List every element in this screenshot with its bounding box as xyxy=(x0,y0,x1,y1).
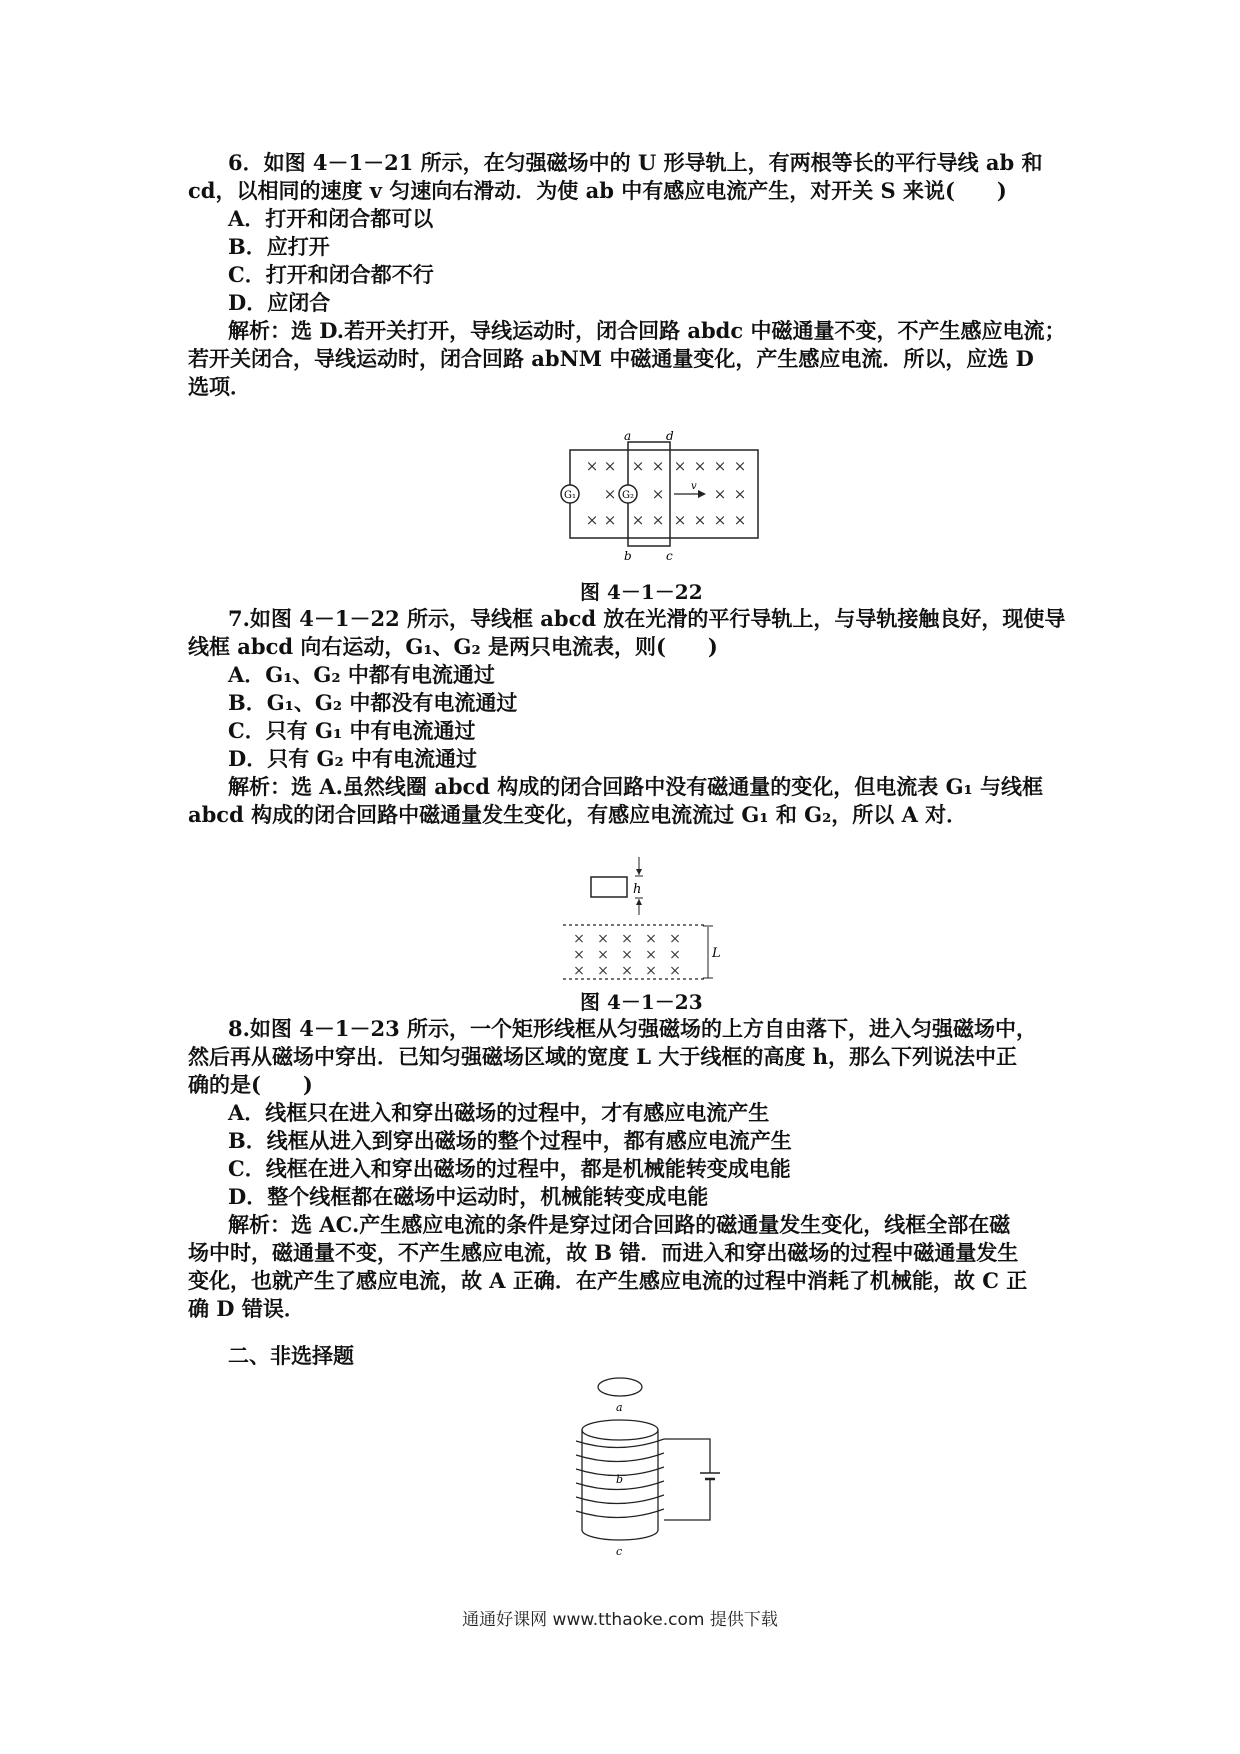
up-arrow-icon xyxy=(636,899,642,905)
svg-text:×: × xyxy=(585,457,599,475)
q8-analysis-2: 场中时，磁通量不变，不产生感应电流，故 B 错．而进入和穿出磁场的过程中磁通量发生 xyxy=(188,1240,1019,1265)
figure-4-1-22 xyxy=(550,430,790,570)
q8-analysis-4: 确 D 错误． xyxy=(188,1296,305,1321)
q8-analysis-3: 变化，也就产生了感应电流，故 A 正确．在产生感应电流的过程中消耗了机械能，故 C 正 xyxy=(188,1268,1028,1293)
q7-option-d: D．只有 G₂ 中有电流通过 xyxy=(228,746,477,771)
label-b: b xyxy=(616,1473,624,1486)
question-6 xyxy=(188,149,1068,401)
figure-caption-23: 图 4－1－23 xyxy=(580,990,703,1014)
svg-text:×: × xyxy=(621,947,633,963)
velocity-label: v xyxy=(691,481,697,492)
svg-text:×: × xyxy=(645,963,657,979)
q6-option-c: C．打开和闭合都不行 xyxy=(228,262,434,287)
label-b: b xyxy=(624,549,632,563)
svg-text:×: × xyxy=(573,947,585,963)
svg-text:×: × xyxy=(573,963,585,979)
arrowhead-icon xyxy=(698,490,706,498)
q6-line-1: 6．如图 4－1－21 所示，在匀强磁场中的 U 形导轨上，有两根等长的平行导线 ab 和 xyxy=(228,150,1043,175)
figure-4-1-23 xyxy=(555,855,735,990)
footer-watermark: 通通好课网 www.tthaoke.com 提供下载 xyxy=(462,1610,778,1630)
svg-text:×: × xyxy=(651,511,665,529)
svg-text:×: × xyxy=(597,931,609,947)
svg-text:×: × xyxy=(597,963,609,979)
svg-text:×: × xyxy=(631,457,645,475)
label-a: a xyxy=(616,1401,623,1414)
svg-text:×: × xyxy=(733,511,747,529)
g1-label: G₁ xyxy=(564,490,576,501)
q6-analysis-3: 选项． xyxy=(188,374,251,399)
svg-text:×: × xyxy=(713,485,727,503)
q8-option-a: A．线框只在进入和穿出磁场的过程中，才有感应电流产生 xyxy=(228,1100,770,1125)
q7-analysis-1: 解析：选 A.虽然线圈 abcd 构成的闭合回路中没有磁通量的变化，但电流表 G₁ 与线框 xyxy=(228,774,1044,799)
svg-text:×: × xyxy=(713,457,727,475)
label-c: c xyxy=(616,1545,623,1558)
q6-option-b: B．应打开 xyxy=(228,234,330,259)
svg-text:×: × xyxy=(669,931,681,947)
svg-text:×: × xyxy=(645,947,657,963)
q7-line-2: 线框 abcd 向右运动，G₁、G₂ 是两只电流表，则( ) xyxy=(188,634,718,659)
q7-option-c: C．只有 G₁ 中有电流通过 xyxy=(228,718,476,743)
label-d: d xyxy=(666,430,674,443)
label-L: L xyxy=(712,946,721,961)
svg-text:×: × xyxy=(651,457,665,475)
q6-analysis-2: 若开关闭合，导线运动时，闭合回路 abNM 中磁通量变化，产生感应电流．所以，应选 D xyxy=(188,346,1034,371)
question-8 xyxy=(188,1015,1068,1323)
svg-text:×: × xyxy=(621,931,633,947)
figure-caption-22: 图 4－1－22 xyxy=(580,580,703,604)
down-arrow-icon xyxy=(636,869,642,875)
svg-text:×: × xyxy=(603,511,617,529)
svg-text:×: × xyxy=(603,485,617,503)
label-h: h xyxy=(633,882,642,897)
q6-option-d: D．应闭合 xyxy=(228,290,331,315)
svg-text:×: × xyxy=(573,931,585,947)
svg-text:×: × xyxy=(603,457,617,475)
magnetic-field-crosses xyxy=(586,457,747,529)
svg-text:×: × xyxy=(673,511,687,529)
q8-line-1: 8.如图 4－1－23 所示，一个矩形线框从匀强磁场的上方自由落下，进入匀强磁场中， xyxy=(228,1016,1037,1041)
q7-option-b: B．G₁、G₂ 中都没有电流通过 xyxy=(228,690,518,715)
svg-text:×: × xyxy=(585,511,599,529)
label-c: c xyxy=(666,549,673,563)
g2-label: G₂ xyxy=(622,490,634,501)
svg-text:×: × xyxy=(645,931,657,947)
label-a: a xyxy=(624,430,632,443)
svg-text:×: × xyxy=(651,485,665,503)
svg-text:×: × xyxy=(631,511,645,529)
q6-line-2: cd，以相同的速度 v 匀速向右滑动．为使 ab 中有感应电流产生，对开关 S 来说( ) xyxy=(188,178,1007,203)
q8-option-b: B．线框从进入到穿出磁场的整个过程中，都有感应电流产生 xyxy=(228,1128,792,1153)
q6-analysis-1: 解析：选 D.若开关打开，导线运动时，闭合回路 abdc 中磁通量不变，不产生感应电流； xyxy=(228,318,1066,343)
q8-line-3: 确的是( ) xyxy=(188,1072,313,1097)
svg-text:×: × xyxy=(669,963,681,979)
q6-option-a: A．打开和闭合都可以 xyxy=(228,206,434,231)
q7-line-1: 7.如图 4－1－22 所示，导线框 abcd 放在光滑的平行导轨上，与导轨接触良好，现使导 xyxy=(228,606,1066,631)
q7-option-a: A．G₁、G₂ 中都有电流通过 xyxy=(228,662,495,687)
section-heading: 二、非选择题 xyxy=(228,1343,354,1368)
ring-a xyxy=(598,1378,642,1396)
q7-analysis-2: abcd 构成的闭合回路中磁通量发生变化，有感应电流流过 G₁ 和 G₂，所以 A 对． xyxy=(188,802,968,827)
q8-option-d: D．整个线框都在磁场中运动时，机械能转变成电能 xyxy=(228,1184,709,1209)
magnetic-field-crosses xyxy=(573,931,681,979)
svg-text:×: × xyxy=(713,511,727,529)
svg-text:×: × xyxy=(597,947,609,963)
rectangular-frame xyxy=(591,877,627,897)
q8-line-2: 然后再从磁场中穿出．已知匀强磁场区域的宽度 L 大于线框的高度 h，那么下列说法中正 xyxy=(188,1044,1017,1069)
svg-text:×: × xyxy=(621,963,633,979)
svg-text:×: × xyxy=(733,485,747,503)
svg-text:×: × xyxy=(669,947,681,963)
svg-text:×: × xyxy=(693,457,707,475)
figure-coil xyxy=(560,1375,740,1575)
q8-option-c: C．线框在进入和穿出磁场的过程中，都是机械能转变成电能 xyxy=(228,1156,791,1181)
question-7 xyxy=(188,605,1068,829)
svg-text:×: × xyxy=(673,457,687,475)
q8-analysis-1: 解析：选 AC.产生感应电流的条件是穿过闭合回路的磁通量发生变化，线框全部在磁 xyxy=(228,1212,1011,1237)
svg-text:×: × xyxy=(693,511,707,529)
svg-text:×: × xyxy=(733,457,747,475)
